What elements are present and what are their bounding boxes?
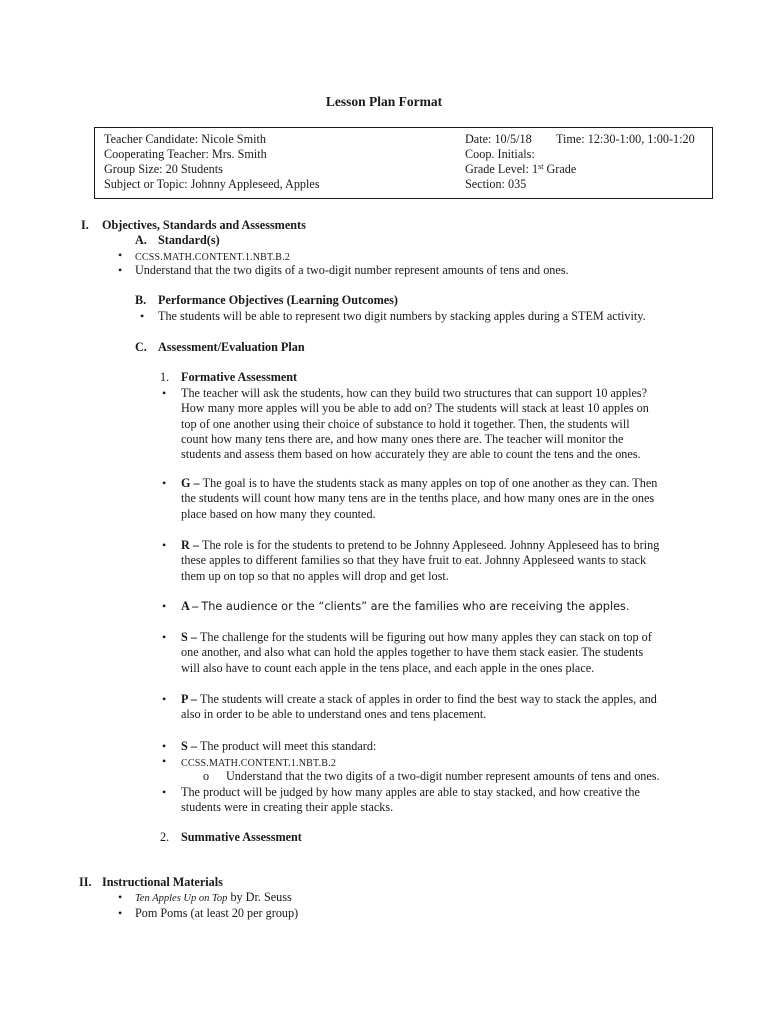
bullet: • (162, 692, 167, 706)
bullet: • (162, 599, 167, 613)
grade-level-suffix: Grade (543, 162, 577, 176)
text-line: The product will be judged by how many apples are able to stay stacked, and how creative the (181, 785, 640, 799)
sub-b-heading: Performance Objectives (Learning Outcomes) (158, 293, 398, 307)
text-line: students were in creating their apple stacks. (181, 800, 394, 815)
bullet: • (118, 890, 123, 904)
grasps-audience (181, 599, 630, 614)
text-line: students and assess them based on how accurately they are able to count the tens and the ones. (181, 447, 641, 462)
lesson-date: Date: 10/5/18 (465, 132, 532, 146)
bullet: • (162, 386, 167, 400)
text-line: also in order to be able to understand ones and tens placement. (181, 707, 487, 722)
text-line: place based on how many they counted. (181, 506, 376, 521)
section-number: Section: 035 (465, 177, 527, 191)
text-line: these apples to different families so that they have fruit to eat. Johnny Appleseed wants to stack (181, 553, 647, 568)
standard-text: Understand that the two digits of a two-digit number represent amounts of tens and ones. (135, 263, 569, 277)
grasps-s2-label: S – (181, 739, 200, 753)
grasps-standard (181, 739, 376, 754)
grasps-a-label: A – (181, 599, 202, 613)
bullet: • (140, 309, 145, 323)
bullet: • (162, 739, 167, 753)
bullet: • (118, 906, 123, 920)
text-line: The students will create a stack of apples in order to find the best way to stack the apples, and (199, 692, 657, 706)
text-line: The role is for the students to pretend to be Johnny Appleseed. Johnny Appleseed has to bring (202, 538, 660, 552)
grasps-role (181, 538, 659, 584)
text-line: them up on top so that no apples will drop and get lost. (181, 568, 449, 583)
text-line: How many more apples will you be able to add on? The students will stack at least 10 apples on (181, 401, 649, 416)
bullet: • (162, 476, 167, 490)
bullet: • (162, 538, 167, 552)
text-line: one another, and also what can hold the apples together to have them stack easier. The students (181, 645, 644, 660)
grasps-s-label: S – (181, 630, 200, 644)
formative-paragraph (181, 386, 649, 462)
standard-code: CCSS.MATH.CONTENT.1.NBT.B.2 (181, 758, 337, 769)
grasps-goal (181, 476, 657, 522)
grasps-g-label: G – (181, 476, 203, 490)
standard-subitem: Understand that the two digits of a two-digit number represent amounts of tens and ones. (226, 769, 660, 783)
grade-level-prefix: Grade Level: 1 (465, 162, 539, 176)
group-size: Group Size: 20 Students (104, 162, 223, 176)
sub-c-heading: Assessment/Evaluation Plan (158, 340, 305, 354)
cooperating-teacher: Cooperating Teacher: Mrs. Smith (104, 147, 267, 161)
sub-bullet-marker: o (203, 769, 210, 783)
book-author: by Dr. Seuss (227, 890, 292, 904)
grasps-r-label: R – (181, 538, 202, 552)
formative-heading: Formative Assessment (181, 370, 298, 384)
standard-code: CCSS.MATH.CONTENT.1.NBT.B.2 (135, 252, 291, 263)
grasps-product (181, 692, 657, 723)
sub-c-label: C. (135, 340, 147, 354)
text-line: count how many tens there are, and how many ones there are. The teacher will monitor the (181, 431, 624, 446)
text-line: the students will count how many tens are in the tenths place, and how many ones are in the ones (181, 491, 655, 506)
sub-a-label: A. (135, 233, 147, 247)
material-book (135, 890, 292, 906)
text-line: The product will meet this standard: (199, 739, 377, 753)
bullet: • (162, 754, 167, 768)
formative-number: 1. (160, 370, 170, 384)
section-2-numeral: II. (79, 875, 92, 889)
text-line: The goal is to have the students stack as many apples on top of one another as they can. Then (202, 476, 658, 490)
section-1-numeral: I. (81, 218, 89, 232)
bullet: • (118, 248, 123, 262)
grade-level-sup: st (538, 162, 544, 171)
grasps-p-label: P – (181, 692, 200, 706)
page-title: Lesson Plan Format (325, 94, 443, 109)
lesson-time: Time: 12:30-1:00, 1:00-1:20 (556, 132, 695, 146)
grade-level (465, 162, 576, 177)
bullet: • (162, 785, 167, 799)
material-pom-poms: Pom Poms (at least 20 per group) (135, 906, 299, 920)
coop-initials: Coop. Initials: (465, 147, 535, 161)
text-line: The challenge for the students will be figuring out how many apples they can stack on top of (199, 630, 652, 644)
text-line: top of one another using their choice of substance to hold it together. Then, the students will (181, 416, 630, 431)
book-title: Ten Apples Up on Top (135, 893, 228, 904)
subject-topic: Subject or Topic: Johnny Appleseed, Apples (104, 177, 320, 191)
section-1-heading: Objectives, Standards and Assessments (102, 218, 306, 232)
teacher-candidate: Teacher Candidate: Nicole Smith (104, 132, 266, 146)
text-line: will also have to count each apple in the tens place, and each apple in the ones place. (181, 660, 595, 675)
grasps-situation (181, 630, 652, 676)
judging-criteria (181, 785, 640, 816)
summative-heading: Summative Assessment (181, 830, 302, 844)
text-line: The audience or the “clients” are the families who are receiving the apples. (201, 600, 630, 613)
bullet: • (118, 263, 123, 277)
bullet: • (162, 630, 167, 644)
text-line: The teacher will ask the students, how can they build two structures that can support 10 apples? (181, 386, 648, 400)
performance-objective: The students will be able to represent two digit numbers by stacking apples during a STEM activity. (158, 309, 646, 323)
summative-number: 2. (160, 830, 170, 844)
section-2-heading: Instructional Materials (102, 875, 223, 889)
sub-b-label: B. (135, 293, 147, 307)
sub-a-heading: Standard(s) (158, 233, 220, 247)
